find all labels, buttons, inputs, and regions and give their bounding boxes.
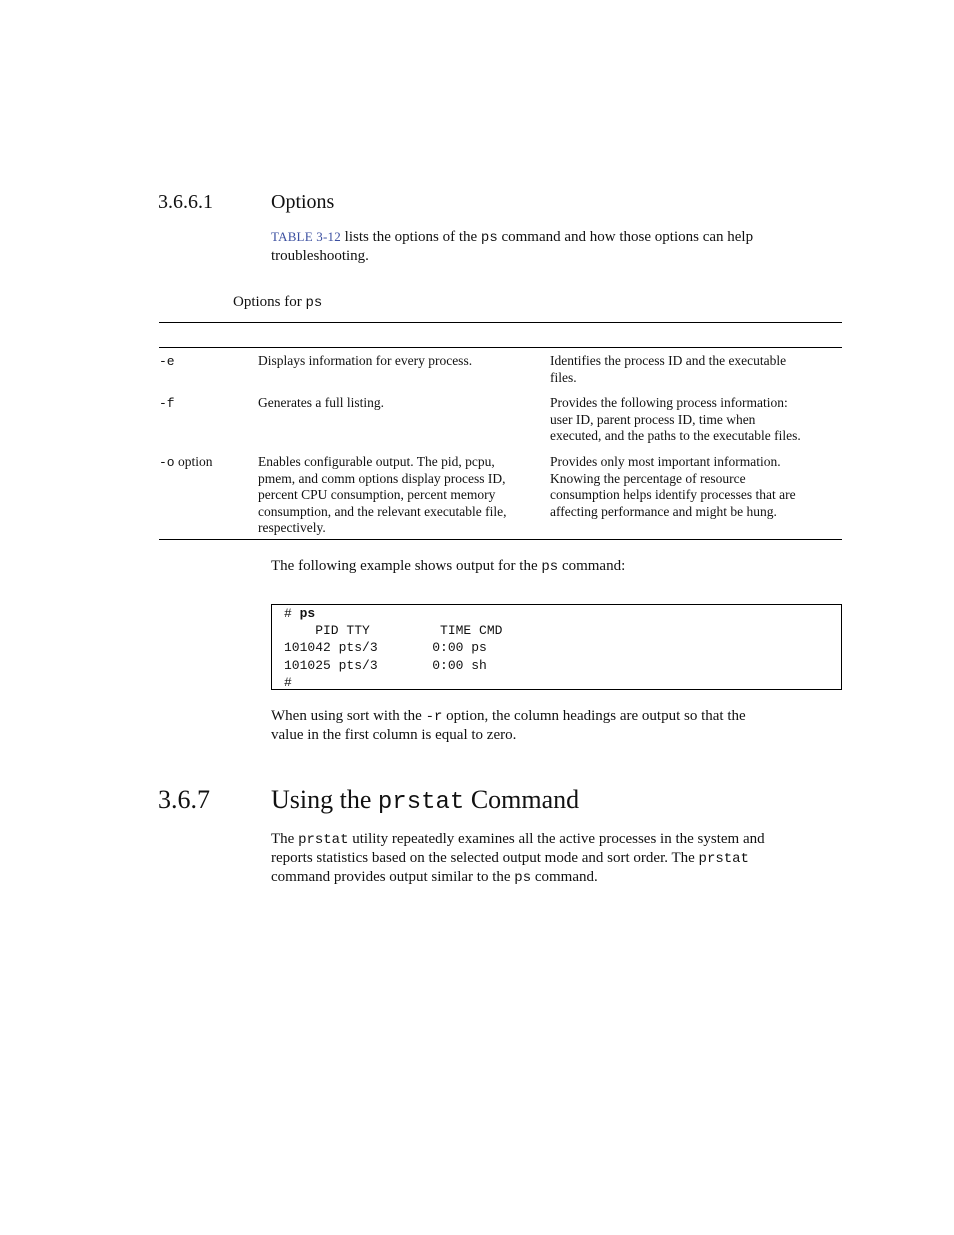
description-line: Enables configurable output. The pid, pcpu, [258,454,495,469]
inline-command: ps [541,559,559,575]
intro-text: command and how those options can help [497,229,754,245]
helps-line: Provides the following process information: [550,395,788,410]
prstat-text: command provides output similar to the [271,869,515,885]
table-bottom-rule [159,539,842,540]
table-row-helps [550,353,840,386]
table-row-description [258,454,541,537]
description-line: percent CPU consumption, percent memory [258,487,496,502]
example-intro-text: command: [558,558,626,574]
table-row-helps [550,395,840,445]
description-line: Displays information for every process. [258,353,473,368]
section-title: Options [271,191,335,213]
section-title-text: Command [464,785,580,814]
code-line: PID TTY TIME CMD [284,623,503,639]
helps-line: consumption helps identify processes that are [550,487,796,502]
table-row-helps [550,454,840,520]
code-line: 101025 pts/3 0:00 sh [284,657,487,673]
example-intro [271,557,841,576]
code-line: 101042 pts/3 0:00 ps [284,640,487,656]
option-flag: -o [159,455,175,470]
table-row-description [258,353,541,370]
prstat-text: utility repeatedly examines all the active processes in the system and [348,831,765,847]
helps-line: Provides only most important information. [550,454,781,469]
table-caption-command: ps [305,295,323,311]
sort-note-text: option, the column headings are output so that the [442,708,746,724]
inline-command: ps [480,230,498,246]
table-row-option [159,353,251,371]
description-line: respectively. [258,520,326,535]
helps-line: executed, and the paths to the executable files. [550,428,801,443]
helps-line: affecting performance and might be hung. [550,503,777,519]
table-top-rule [159,322,842,323]
inline-flag: -r [425,709,443,725]
description-line: pmem, and comm options display process ID, [258,470,506,486]
option-flag: -f [159,396,175,411]
intro-paragraph [271,228,841,265]
code-example-box [271,604,842,690]
inline-command: ps [514,870,532,886]
table-cross-reference-link[interactable]: TABLE 3-12 [271,229,341,244]
helps-line: Knowing the percentage of resource [550,470,746,486]
table-row-option [159,395,251,413]
prstat-paragraph [271,830,841,887]
section-title-command: prstat [377,789,465,816]
inline-command: prstat [298,832,349,848]
shell-prompt: # [284,606,300,621]
option-suffix: option [174,454,213,469]
description-line: Generates a full listing. [258,395,384,410]
section-number: 3.6.6.1 [158,191,213,213]
prstat-text: The [271,831,299,847]
table-row-description [258,395,541,412]
helps-line: user ID, parent process ID, time when [550,411,756,427]
helps-line: Identifies the process ID and the executable [550,353,787,368]
section-number: 3.6.7 [158,785,210,814]
code-command: ps [299,606,316,621]
table-caption-text: Options for [233,294,306,310]
intro-text: lists the options of the [340,229,481,245]
inline-command: prstat [698,851,749,867]
intro-text: troubleshooting. [271,248,369,264]
description-line: consumption, and the relevant executable file, [258,503,507,519]
helps-line: files. [550,369,577,385]
code-example [284,605,502,691]
table-row-option [159,454,251,472]
sort-note-text: When using sort with the [271,708,426,724]
table-header-rule [159,347,842,348]
sort-note-text: value in the first column is equal to zero. [271,727,517,743]
prstat-text: command. [531,869,598,885]
table-caption [233,294,322,311]
section-title-text: Using the [271,785,378,814]
sort-note-paragraph [271,707,841,744]
prstat-text: reports statistics based on the selected output mode and sort order. The [271,850,699,866]
option-flag: -e [159,354,175,369]
section-title [271,785,579,816]
code-line: # [284,674,292,690]
example-intro-text: The following example shows output for the [271,558,542,574]
